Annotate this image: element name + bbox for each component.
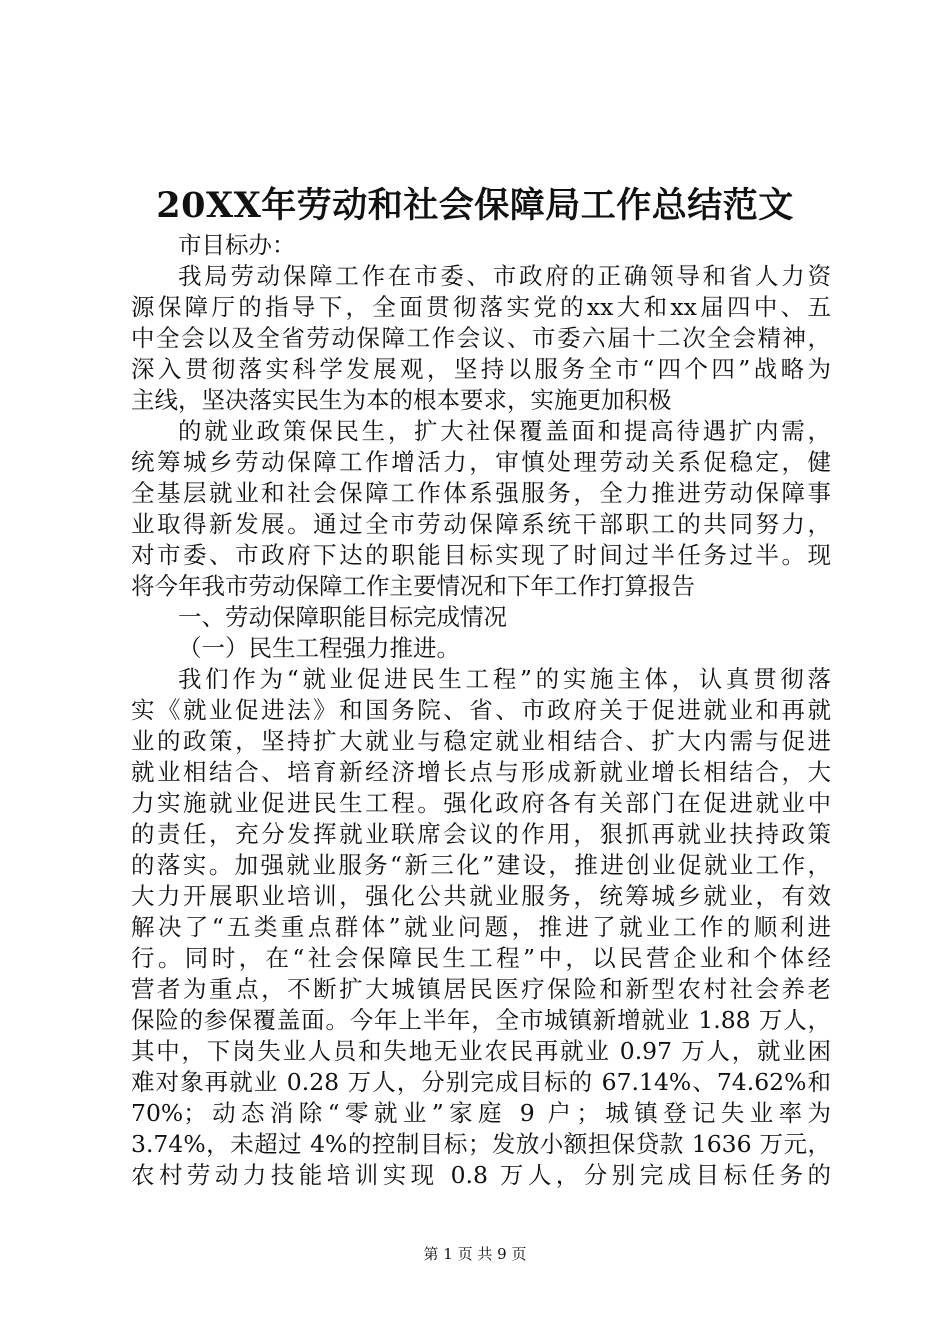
body-line: 源保障厅的指导下，全面贯彻落实党的xx大和xx届四中、五 <box>131 293 831 321</box>
body-line: 市目标办： <box>178 231 296 259</box>
document-body <box>131 230 831 1191</box>
body-line: 对市委、市政府下达的职能目标实现了时间过半任务过半。现 <box>131 541 831 569</box>
body-line: 其中，下岗失业人员和失地无业农民再就业 0.97 万人，就业困 <box>131 1037 831 1065</box>
body-line: 实《就业促进法》和国务院、省、市政府关于促进就业和再就 <box>131 696 831 724</box>
body-line: 力实施就业促进民生工程。强化政府各有关部门在促进就业中 <box>131 789 831 817</box>
body-line: 行。同时，在“社会保障民生工程”中，以民营企业和个体经 <box>131 944 831 972</box>
body-line: 中全会以及全省劳动保障工作会议、市委六届十二次全会精神， <box>131 324 831 352</box>
body-line: 的就业政策保民生，扩大社保覆盖面和提高待遇扩内需， <box>178 417 831 445</box>
body-line: 70%；动态消除“零就业”家庭 9 户；城镇登记失业率为 <box>131 1099 831 1127</box>
body-line: 营者为重点，不断扩大城镇居民医疗保险和新型农村社会养老 <box>131 975 831 1003</box>
body-line: 统筹城乡劳动保障工作增活力，审慎处理劳动关系促稳定，健 <box>131 448 831 476</box>
body-line: 的责任，充分发挥就业联席会议的作用，狠抓再就业扶持政策 <box>131 820 831 848</box>
page-number-footer: 第 1 页 共 9 页 <box>423 1245 527 1263</box>
body-line: 业的政策，坚持扩大就业与稳定就业相结合、扩大内需与促进 <box>131 727 831 755</box>
body-line: 保险的参保覆盖面。今年上半年，全市城镇新增就业 1.88 万人， <box>131 1006 831 1034</box>
document-title: 20XX年劳动和社会保障局工作总结范文 <box>156 185 794 226</box>
body-line: 大力开展职业培训，强化公共就业服务，统筹城乡就业，有效 <box>131 882 831 910</box>
body-line: 深入贯彻落实科学发展观，坚持以服务全市“四个四”战略为 <box>131 355 831 383</box>
body-line: 主线，坚决落实民生为本的根本要求，实施更加积极 <box>131 386 672 414</box>
body-line: 解决了“五类重点群体”就业问题，推进了就业工作的顺利进 <box>131 913 831 941</box>
body-line: 3.74%，未超过 4%的控制目标；发放小额担保贷款 1636 万元， <box>131 1130 831 1158</box>
body-line: 农村劳动力技能培训实现 0.8 万人，分别完成目标任务的 <box>131 1161 831 1189</box>
body-line: （一）民生工程强力推进。 <box>178 634 460 662</box>
body-line: 难对象再就业 0.28 万人，分别完成目标的 67.14%、74.62%和 <box>131 1068 831 1096</box>
body-line: 一、劳动保障职能目标完成情况 <box>178 603 507 631</box>
body-line: 就业相结合、培育新经济增长点与形成新就业增长相结合，大 <box>131 758 831 786</box>
body-line: 我们作为“就业促进民生工程”的实施主体，认真贯彻落 <box>178 665 831 693</box>
body-line: 业取得新发展。通过全市劳动保障系统干部职工的共同努力， <box>131 510 831 538</box>
body-line: 将今年我市劳动保障工作主要情况和下年工作打算报告 <box>131 572 695 600</box>
body-line: 的落实。加强就业服务“新三化”建设，推进创业促就业工作， <box>131 851 831 879</box>
body-line: 全基层就业和社会保障工作体系强服务，全力推进劳动保障事 <box>131 479 831 507</box>
body-line: 我局劳动保障工作在市委、市政府的正确领导和省人力资 <box>178 262 831 290</box>
